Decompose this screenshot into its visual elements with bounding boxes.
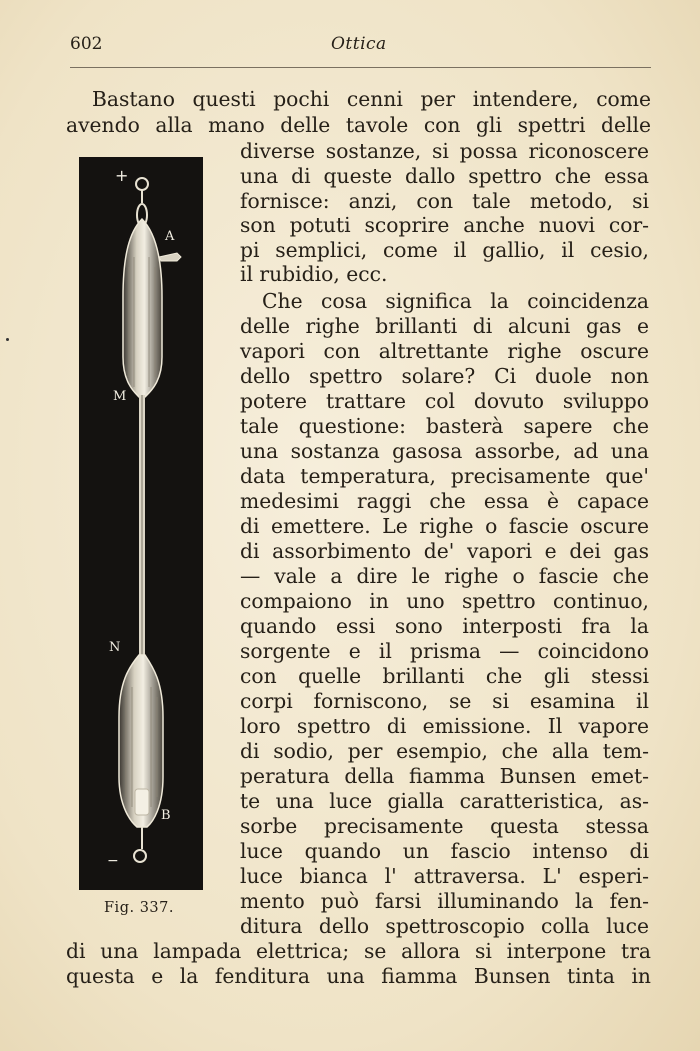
bottom-ring xyxy=(134,850,146,862)
discharge-tube-drawing xyxy=(79,157,203,890)
text-line: pi semplici, come il gallio, il cesio, xyxy=(240,238,649,262)
label-n: N xyxy=(109,640,121,655)
side-arm xyxy=(159,253,181,261)
header-rule xyxy=(70,67,651,68)
text-line: Che cosa significa la coincidenza xyxy=(262,289,649,313)
minus-label: − xyxy=(107,853,119,869)
text-line: quando essi sono interposti fra la xyxy=(240,614,649,638)
bottom-electrode xyxy=(135,789,149,815)
text-line: mento può farsi illuminando la fen- xyxy=(240,889,649,913)
text-line: dello spettro solare? Ci duole non xyxy=(240,364,649,388)
text-line: te una luce gialla caratteristica, as- xyxy=(240,789,649,813)
text-line: diverse sostanze, si possa riconoscere xyxy=(240,139,649,163)
text-line: di assorbimento de' vapori e dei gas xyxy=(240,539,649,563)
text-line: luce bianca l' attraversa. L' esperi- xyxy=(240,864,649,888)
text-line: data temperatura, precisamente que' xyxy=(240,464,649,488)
text-line: ditura dello spettroscopio colla luce xyxy=(240,914,649,938)
plus-label: + xyxy=(115,166,129,185)
top-ring xyxy=(136,178,148,190)
text-line: — vale a dire le righe o fascie che xyxy=(240,564,649,588)
text-line: una di queste dallo spettro che essa xyxy=(240,164,649,188)
text-line: fornisce: anzi, con tale metodo, si xyxy=(240,189,649,213)
text-line: una sostanza gasosa assorbe, ad una xyxy=(240,439,649,463)
label-a: A xyxy=(165,229,175,244)
figure-caption: Fig. 337. xyxy=(104,900,174,916)
text-line: di una lampada elettrica; se allora si interpone tra xyxy=(66,939,651,963)
text-line: vapori con altrettante righe oscure xyxy=(240,339,649,363)
text-line: sorgente e il prisma — coincidono xyxy=(240,639,649,663)
label-b: B xyxy=(161,808,171,823)
text-line: con quelle brillanti che gli stessi xyxy=(240,664,649,688)
text-line: Bastano questi pochi cenni per intendere, come xyxy=(92,87,651,111)
margin-speck xyxy=(6,338,9,341)
text-line: medesimi raggi che essa è capace xyxy=(240,489,649,513)
label-m: M xyxy=(113,389,127,404)
figure-337-illustration xyxy=(79,157,203,890)
text-line: di emettere. Le righe o fascie oscure xyxy=(240,514,649,538)
text-line: questa e la fenditura una fiamma Bunsen tinta in xyxy=(66,964,651,988)
text-line: potere trattare col dovuto sviluppo xyxy=(240,389,649,413)
text-line: tale questione: basterà sapere che xyxy=(240,414,649,438)
text-line: luce quando un fascio intenso di xyxy=(240,839,649,863)
text-line: son potuti scoprire anche nuovi cor- xyxy=(240,213,649,237)
text-line: loro spettro di emissione. Il vapore xyxy=(240,714,649,738)
text-line: compaiono in uno spettro continuo, xyxy=(240,589,649,613)
page-number: 602 xyxy=(70,34,103,54)
text-line: sorbe precisamente questa stessa xyxy=(240,814,649,838)
text-line: delle righe brillanti di alcuni gas e xyxy=(240,314,649,338)
text-line: il rubidio, ecc. xyxy=(240,262,388,286)
text-line: peratura della fiamma Bunsen emet- xyxy=(240,764,649,788)
text-line: avendo alla mano delle tavole con gli spettri delle xyxy=(66,113,651,137)
text-line: corpi forniscono, se si esamina il xyxy=(240,689,649,713)
text-line: di sodio, per esempio, che alla tem- xyxy=(240,739,649,763)
running-head: Ottica xyxy=(331,34,387,54)
